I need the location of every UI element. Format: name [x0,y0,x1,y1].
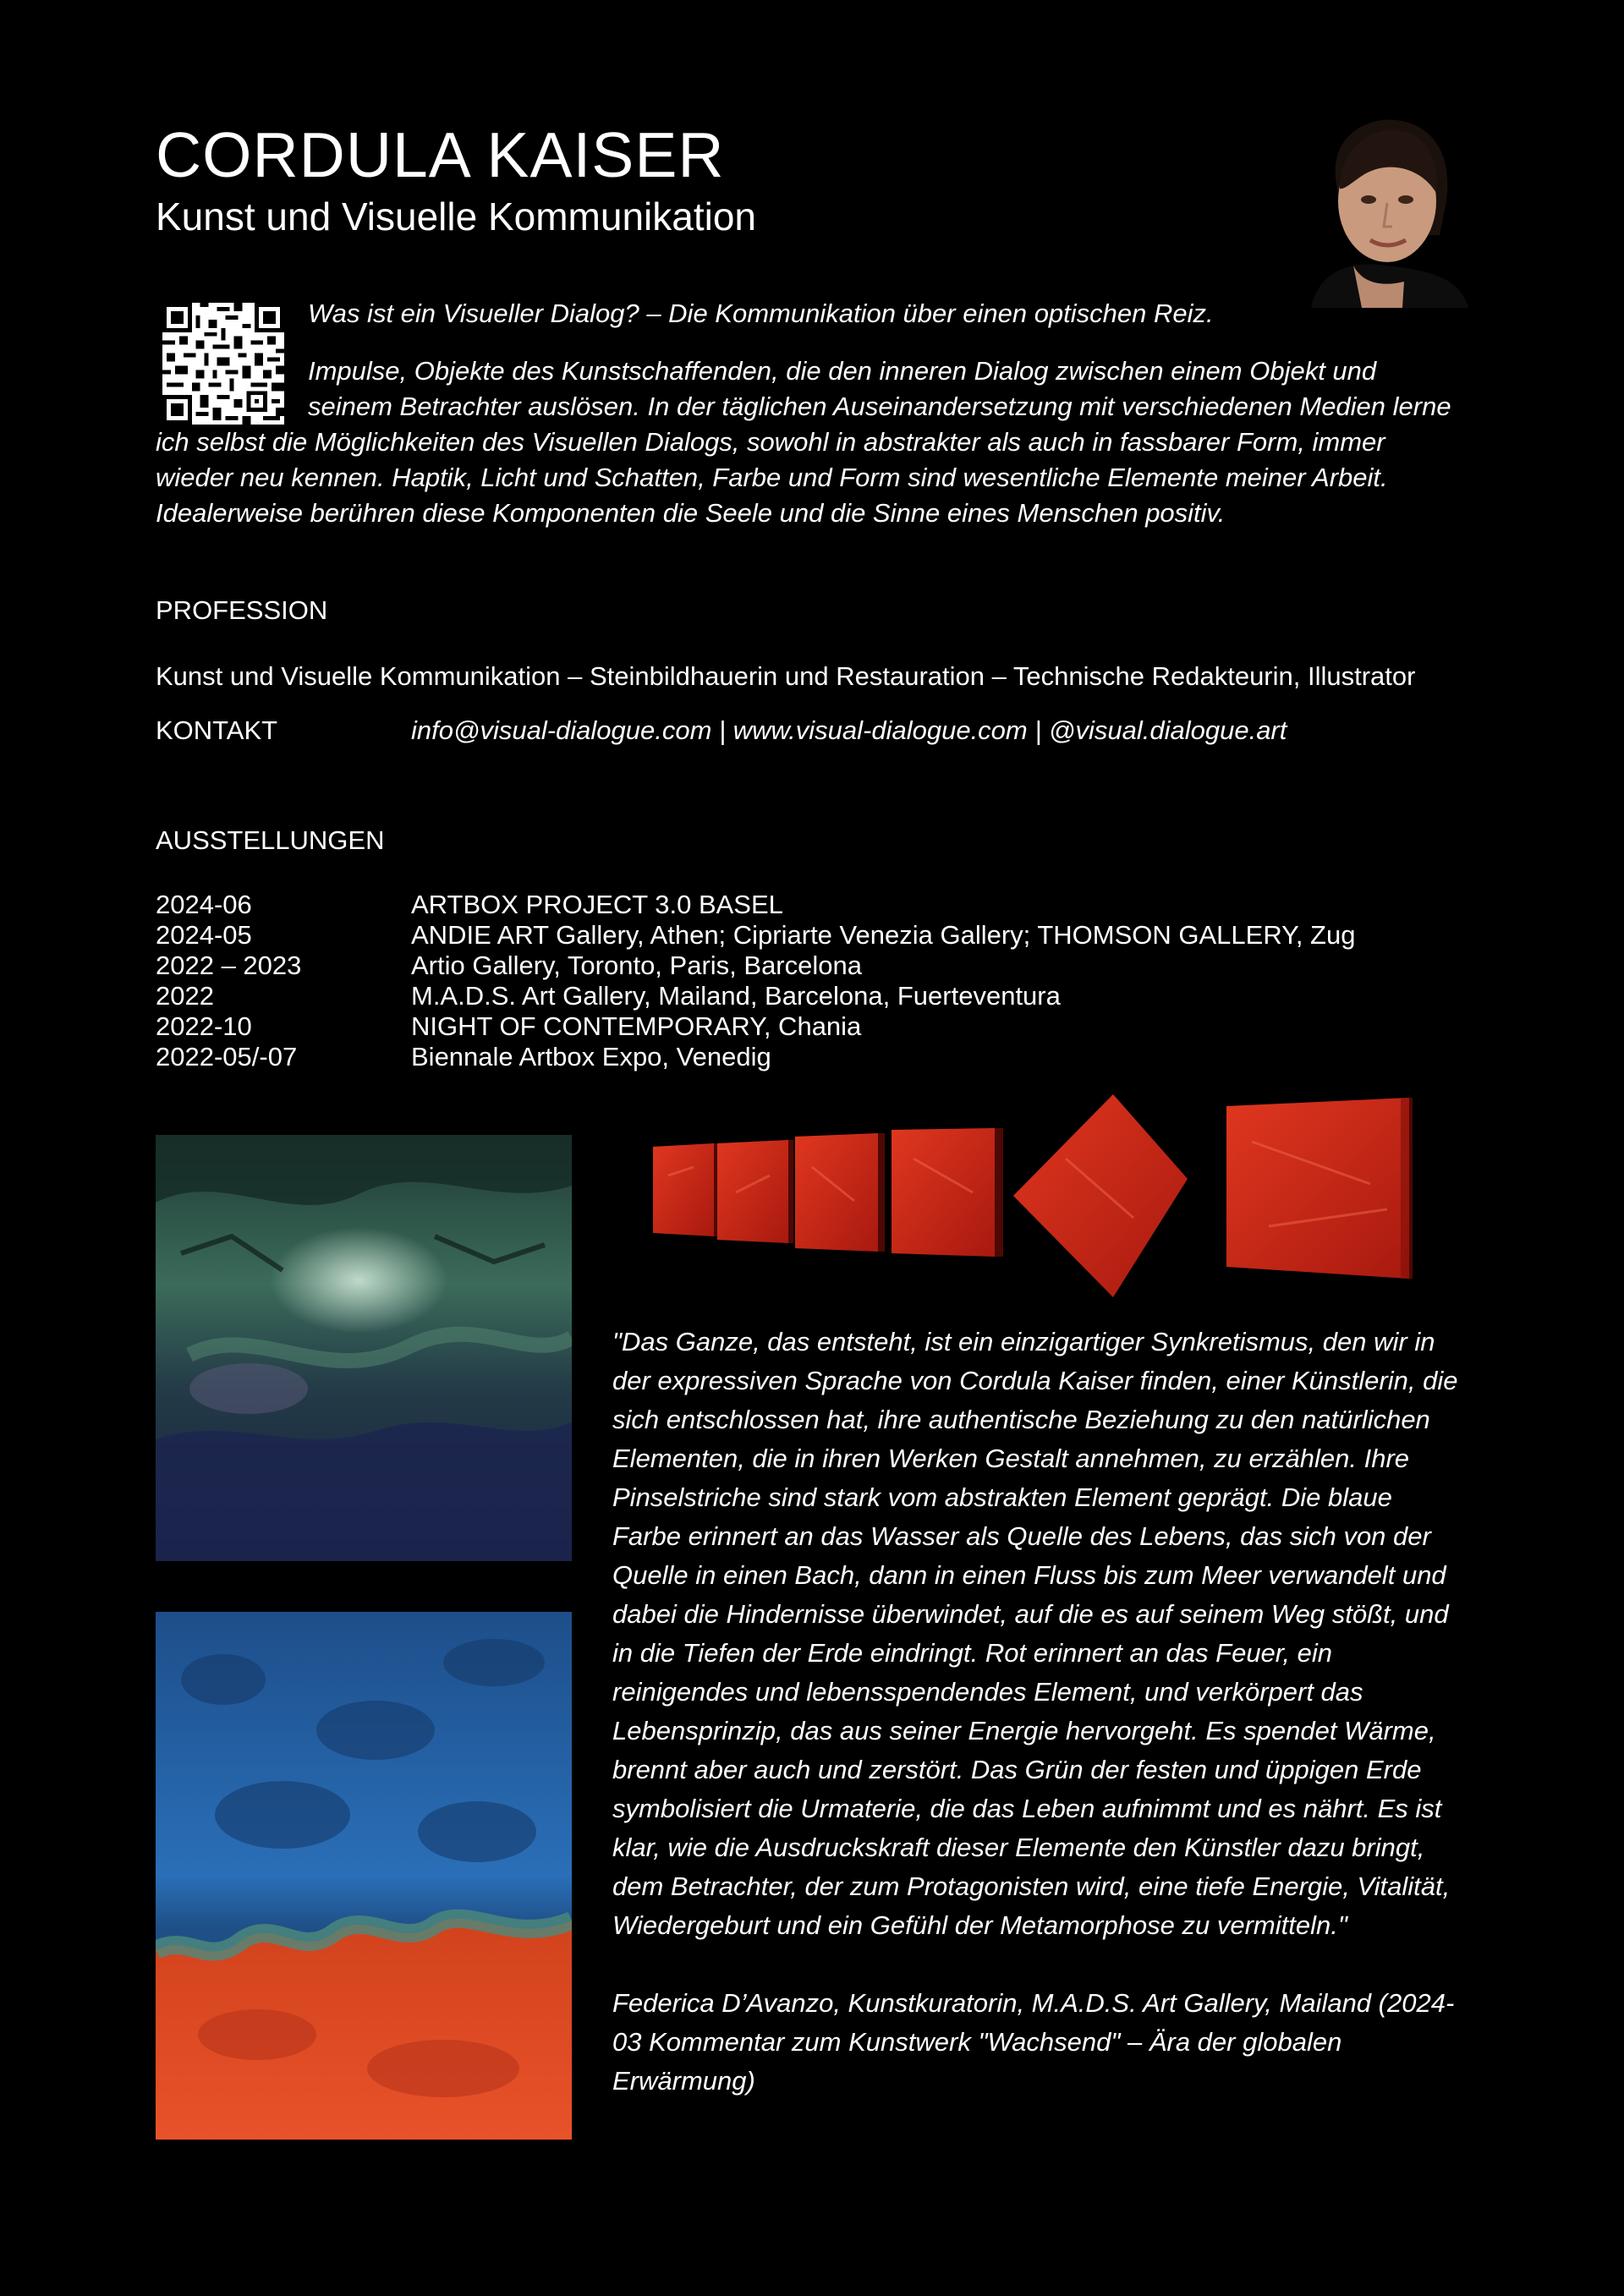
exhibition-text: M.A.D.S. Art Gallery, Mailand, Barcelona, Fuerteventura [411,981,1061,1011]
exhibitions-list [156,890,1355,1072]
artwork-blue-red [156,1612,572,2140]
portrait-photo [1303,108,1468,308]
intro-section [156,296,1458,553]
exhibition-text: NIGHT OF CONTEMPORARY, Chania [411,1011,862,1041]
profession-text: Kunst und Visuelle Kommunikation – Steinbildhauerin und Restauration – Technische Redakteurin, Illustrator [156,661,1416,691]
artwork-red-squares [643,1091,1421,1302]
exhibition-date: 2022 – 2023 [156,951,302,980]
exhibition-date: 2022-05/-07 [156,1042,298,1071]
exhibition-date: 2024-05 [156,920,252,950]
intro-text: Impulse, Objekte des Kunstschaffenden, die den inneren Dialog zwischen einem Objekt und seinem Betrachter auslösen. In der täglichen Auseinandersetzung mit verschiedenen Medien lerne ich selbst die Möglichkeiten des Visuellen Dialogs, sowohl in abstrakter als auch in fassbarer Form, immer wieder neu kennen. Haptik, Licht und Schatten, Farbe und Form sind wesentliche Elemente meiner Arbeit. Idealerweise berühren diese Komponenten die Seele und die Sinne eines Menschen positiv. [156,356,1451,528]
artwork-green-blue [156,1135,572,1561]
exhibition-text: Artio Gallery, Toronto, Paris, Barcelona [411,951,862,980]
exhibition-text: ARTBOX PROJECT 3.0 BASEL [411,890,783,919]
exhibition-text: Biennale Artbox Expo, Venedig [411,1042,771,1071]
list-item [156,890,1355,920]
list-item [156,981,1355,1011]
list-item [156,1011,1355,1042]
kontakt-text[interactable]: info@visual-dialogue.com | www.visual-dialogue.com | @visual.dialogue.art [411,715,1287,745]
artist-name: CORDULA KAISER [156,119,725,190]
profession-heading: PROFESSION [156,595,328,625]
quote-attribution: Federica D’Avanzo, Kunstkuratorin, M.A.D.S. Art Gallery, Mailand (2024-03 Kommentar zum Kunstwerk "Wachsend" – Ära der globalen Erwärmung) [612,1988,1455,2096]
kontakt-heading: KONTAKT [156,715,278,745]
qr-spacer [156,296,308,423]
curator-quote [612,1323,1467,2140]
exhibition-date: 2024-06 [156,890,252,919]
list-item [156,1042,1355,1072]
exhibition-date: 2022-10 [156,1011,252,1041]
exhibition-date: 2022 [156,981,214,1011]
list-item [156,951,1355,981]
intro-question: Was ist ein Visueller Dialog? – Die Kommunikation über einen optischen Reiz. [308,299,1214,328]
list-item [156,920,1355,951]
artist-subtitle: Kunst und Visuelle Kommunikation [156,195,757,238]
quote-text: "Das Ganze, das entsteht, ist ein einzigartiger Synkretismus, den wir in der expressiven Sprache von Cordula Kaiser finden, einer Künstlerin, die sich entschlossen hat, ihre authentische Beziehung zu den natürlichen Elementen, die in ihren Werken Gestalt annehmen, zu erzählen. Ihre Pinselstriche sind stark vom abstrakten Element geprägt. Die blaue Farbe erinnert an das Wasser als Quelle des Lebens, das sich von der Quelle in einen Bach, dann in einen Fluss bis zum Meer verwandelt und dabei die Hindernisse überwindet, auf die es auf seinem Weg stößt, und in die Tiefen der Erde eindringt. Rot erinnert an das Feuer, ein reinigendes und lebensspendendes Element, und verkörpert das Lebensprinzip, das aus seiner Energie hervorgeht. Es spendet Wärme, brennt aber auch und zerstört. Das Grün der festen und üppigen Erde symbolisiert die Urmaterie, die das Leben aufnimmt und es nährt. Es ist klar, wie die Ausdruckskraft dieser Elemente den Künstler dazu bringt, dem Betrachter, der zum Protagonisten wird, eine tiefe Energie, Vitalität, Wiedergeburt und ein Gefühl der Metamorphose zu vermitteln." [612,1327,1458,1940]
exhibition-text: ANDIE ART Gallery, Athen; Cipriarte Venezia Gallery; THOMSON GALLERY, Zug [411,920,1356,950]
exhibitions-heading: AUSSTELLUNGEN [156,825,385,855]
